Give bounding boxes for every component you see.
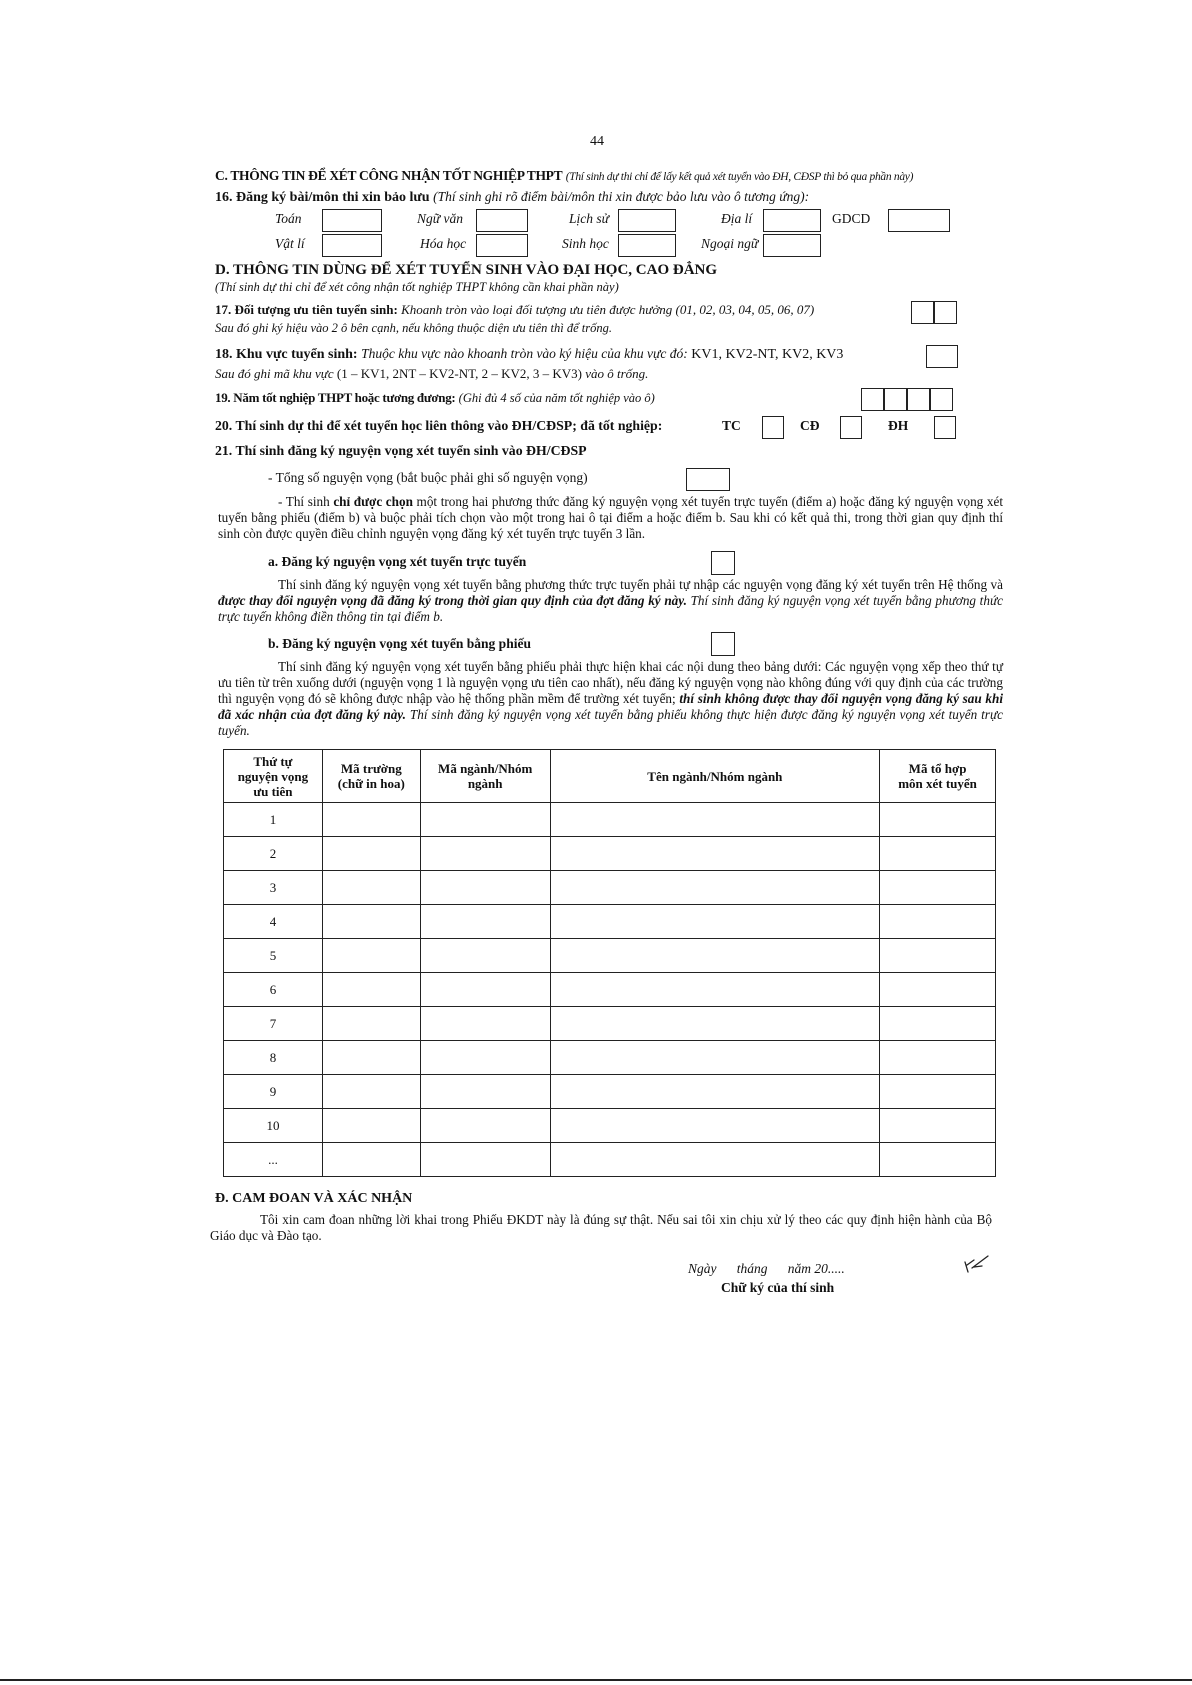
subject-label-toan: Toán	[275, 211, 302, 226]
school-code-cell[interactable]	[322, 1109, 420, 1143]
major-code-cell[interactable]	[420, 1007, 550, 1041]
item-18-note: Thuộc khu vực nào khoanh tròn vào ký hiệu của khu vực đó:	[361, 346, 688, 361]
option-b-paragraph	[218, 659, 1003, 739]
col-school-line2: (chữ in hoa)	[337, 776, 405, 791]
table-row	[224, 973, 996, 1007]
table-row	[224, 905, 996, 939]
major-name-cell[interactable]	[550, 1109, 879, 1143]
row-order: 10	[224, 1109, 323, 1143]
major-code-cell[interactable]	[420, 803, 550, 837]
subject-label-hoa-hoc: Hóa học	[420, 236, 467, 251]
major-code-cell[interactable]	[420, 939, 550, 973]
option-a-label: a. Đăng ký nguyện vọng xét tuyển trực tuyến	[268, 554, 527, 569]
major-name-cell[interactable]	[550, 939, 879, 973]
col-school-header	[322, 750, 420, 803]
option-a-paragraph	[218, 577, 1003, 625]
school-code-cell[interactable]	[322, 837, 420, 871]
col-major-header	[420, 750, 550, 803]
combo-code-cell[interactable]	[880, 803, 996, 837]
major-code-cell[interactable]	[420, 1143, 550, 1177]
combo-code-cell[interactable]	[880, 939, 996, 973]
combo-code-cell[interactable]	[880, 837, 996, 871]
item-18-note2	[215, 366, 648, 382]
option-cd-checkbox[interactable]	[840, 416, 862, 439]
col-major-line1: Mã ngành/Nhóm	[438, 761, 533, 776]
school-code-cell[interactable]	[322, 1041, 420, 1075]
major-code-cell[interactable]	[420, 871, 550, 905]
col-name-header: Tên ngành/Nhóm ngành	[550, 750, 879, 803]
school-code-cell[interactable]	[322, 973, 420, 1007]
rule-bold: chỉ được chọn	[333, 494, 413, 509]
row-order: 4	[224, 905, 323, 939]
major-code-cell[interactable]	[420, 837, 550, 871]
signature-label: Chữ ký của thí sinh	[721, 1280, 835, 1295]
item-18-note2a: Sau đó ghi mã khu vực	[215, 366, 334, 381]
school-code-cell[interactable]	[322, 871, 420, 905]
table-row	[224, 803, 996, 837]
major-name-cell[interactable]	[550, 1041, 879, 1075]
item-18-note2c: vào ô trống.	[585, 366, 649, 381]
major-code-cell[interactable]	[420, 973, 550, 1007]
col-school-line1: Mã trường	[340, 761, 402, 776]
option-tc-label: TC	[722, 418, 741, 433]
school-code-cell[interactable]	[322, 1075, 420, 1109]
combo-code-cell[interactable]	[880, 1007, 996, 1041]
item-17-note2: Sau đó ghi ký hiệu vào 2 ô bên cạnh, nếu không thuộc diện ưu tiên thì để trống.	[215, 321, 613, 335]
signature-mark-icon	[962, 1252, 992, 1276]
total-wishes-label: - Tổng số nguyện vọng (bắt buộc phải ghi số nguyện vọng)	[268, 470, 588, 485]
subject-box-ngoai-ngu[interactable]	[763, 234, 821, 257]
row-order: 2	[224, 837, 323, 871]
combo-code-cell[interactable]	[880, 1143, 996, 1177]
col-order-line2: nguyện vọng	[237, 768, 309, 784]
wish-table	[223, 749, 996, 1177]
table-row	[224, 1041, 996, 1075]
table-row	[224, 871, 996, 905]
grad-year-digit-4[interactable]	[930, 388, 953, 411]
item-16-note: (Thí sinh ghi rõ điểm bài/môn thi xin được bảo lưu vào ô tương ứng):	[433, 189, 810, 204]
row-order: 3	[224, 871, 323, 905]
item-18-note2b: (1 – KV1, 2NT – KV2-NT, 2 – KV2, 3 – KV3)	[336, 366, 582, 381]
school-code-cell[interactable]	[322, 1007, 420, 1041]
subject-box-hoa-hoc[interactable]	[476, 234, 528, 257]
subject-label-lich-su: Lịch sử	[569, 211, 609, 226]
option-dh-checkbox[interactable]	[934, 416, 956, 439]
table-row	[224, 837, 996, 871]
col-major-line2: ngành	[467, 776, 503, 791]
option-b-text-bold: thí sinh không được thay đổi nguyện vọng đăng ký sau khi đã xác nhận của đợt đăng ký này.	[218, 691, 1003, 722]
item-20-label: 20. Thí sinh dự thi để xét tuyển học liên thông vào ĐH/CĐSP; đã tốt nghiệp:	[215, 418, 663, 433]
signature-date: Ngày tháng năm 20.....	[688, 1261, 845, 1276]
table-row	[224, 939, 996, 973]
item-19-note: (Ghi đủ 4 số của năm tốt nghiệp vào ô)	[458, 391, 655, 405]
item-17	[215, 302, 814, 318]
combo-code-cell[interactable]	[880, 1041, 996, 1075]
priority-box-2[interactable]	[934, 301, 957, 324]
combo-code-cell[interactable]	[880, 1109, 996, 1143]
item-19-label: 19. Năm tốt nghiệp THPT hoặc tương đương:	[215, 390, 456, 405]
row-order: ...	[224, 1143, 323, 1177]
option-a-text-1: Thí sinh đăng ký nguyện vọng xét tuyển bằng phương thức trực tuyến phải tự nhập các nguyện vọng đăng ký xét tuyển trên Hệ thống và	[278, 577, 1003, 592]
major-name-cell[interactable]	[550, 837, 879, 871]
subject-label-gdcd: GDCD	[832, 211, 871, 226]
school-code-cell[interactable]	[322, 803, 420, 837]
subject-box-ngu-van[interactable]	[476, 209, 528, 232]
col-combo-line2: môn xét tuyển	[898, 776, 977, 791]
combo-code-cell[interactable]	[880, 1075, 996, 1109]
table-row	[224, 1007, 996, 1041]
major-code-cell[interactable]	[420, 1075, 550, 1109]
subject-label-ngu-van: Ngữ văn	[417, 211, 463, 226]
school-code-cell[interactable]	[322, 939, 420, 973]
combo-code-cell[interactable]	[880, 973, 996, 1007]
major-code-cell[interactable]	[420, 1109, 550, 1143]
item-19	[215, 390, 655, 406]
row-order: 6	[224, 973, 323, 1007]
row-order: 8	[224, 1041, 323, 1075]
wish-table-header	[224, 750, 996, 803]
subject-box-toan[interactable]	[322, 209, 382, 232]
subject-label-vat-li: Vật lí	[275, 236, 305, 251]
section-dd-title: Đ. CAM ĐOAN VÀ XÁC NHẬN	[215, 1191, 413, 1206]
option-b-label: b. Đăng ký nguyện vọng xét tuyển bằng phiếu	[268, 636, 531, 651]
major-code-cell[interactable]	[420, 1041, 550, 1075]
priority-box-1[interactable]	[911, 301, 934, 324]
subject-box-sinh-hoc[interactable]	[618, 234, 676, 257]
major-name-cell[interactable]	[550, 1007, 879, 1041]
option-a-checkbox[interactable]	[711, 551, 735, 575]
row-order: 7	[224, 1007, 323, 1041]
grad-year-digit-3[interactable]	[907, 388, 930, 411]
method-rule-paragraph	[218, 494, 1003, 542]
region-box[interactable]	[926, 345, 958, 368]
section-dd-text	[210, 1212, 992, 1244]
col-order-header	[224, 750, 323, 803]
item-18-label: 18. Khu vực tuyển sinh:	[215, 347, 358, 362]
subject-label-ngoai-ngu: Ngoại ngữ	[701, 236, 759, 251]
item-16-label: 16. Đăng ký bài/môn thi xin bảo lưu	[215, 190, 430, 205]
major-name-cell[interactable]	[550, 871, 879, 905]
section-d-title: D. THÔNG TIN DÙNG ĐỂ XÉT TUYỂN SINH VÀO ĐẠI HỌC, CAO ĐẲNG	[215, 262, 718, 278]
rule-post: một trong hai phương thức đăng ký nguyện vọng xét tuyển trực tuyến (điểm a) hoặc đăng ký nguyện vọng xét tuyển bằng phiếu (điểm b) và buộc phải tích chọn vào một trong hai ô tại điểm a hoặc điểm b. Sau khi có kết quả thi, trong thời gian quy định thí sinh còn được quyền điều chỉnh nguyện vọng đăng ký xét tuyển trực tuyến 3 lần.	[218, 494, 1004, 541]
option-dh-label: ĐH	[888, 418, 909, 433]
subject-box-gdcd[interactable]	[888, 209, 950, 232]
section-c-heading	[215, 168, 913, 184]
item-18	[215, 346, 843, 363]
page-bottom-edge	[0, 1679, 1192, 1681]
col-order-line1: Thứ tự	[253, 753, 293, 769]
total-wishes-box[interactable]	[686, 468, 730, 491]
table-row	[224, 1075, 996, 1109]
row-order: 1	[224, 803, 323, 837]
major-name-cell[interactable]	[550, 905, 879, 939]
subject-label-sinh-hoc: Sinh học	[562, 236, 609, 251]
col-combo-line1: Mã tổ hợp	[908, 761, 967, 776]
major-name-cell[interactable]	[550, 803, 879, 837]
subject-box-dia-li[interactable]	[763, 209, 821, 232]
row-order: 9	[224, 1075, 323, 1109]
item-17-note: Khoanh tròn vào loại đối tượng ưu tiên được hưởng (01, 02, 03, 04, 05, 06, 07)	[401, 302, 815, 317]
option-cd-label: CĐ	[800, 418, 820, 433]
grad-year-digit-2[interactable]	[884, 388, 907, 411]
section-c-note: (Thí sinh dự thi chỉ để lấy kết quả xét tuyển vào ĐH, CĐSP thì bỏ qua phần này)	[565, 171, 914, 183]
option-tc-checkbox[interactable]	[762, 416, 784, 439]
subject-box-vat-li[interactable]	[322, 234, 382, 257]
row-order: 5	[224, 939, 323, 973]
school-code-cell[interactable]	[322, 905, 420, 939]
col-combo-header	[880, 750, 996, 803]
major-code-cell[interactable]	[420, 905, 550, 939]
option-b-text-1: Thí sinh đăng ký nguyện vọng xét tuyển bằng phiếu phải thực hiện khai các nội dung theo bảng dưới: Các nguyện vọng xếp theo thứ tự ưu tiên từ trên xuống dưới (nguyện vọng 1 là nguyện vọng ưu tiên cao nhất), nếu đăng ký nguyện vọng nào không đúng với quy định của các trường thì nguyện vọng đó sẽ không được nhập vào hệ thống phần mềm để trường xét tuyển;	[218, 659, 1003, 706]
option-b-text-2: Thí sinh đăng ký nguyện vọng xét tuyển bằng phiếu không thực hiện được đăng ký nguyện vọng xét tuyển trực tuyến.	[218, 707, 1003, 738]
option-a-text-bold: được thay đổi nguyện vọng đã đăng ký trong thời gian quy định của đợt đăng ký này.	[218, 593, 687, 608]
major-name-cell[interactable]	[550, 1143, 879, 1177]
option-a-text-2: Thí sinh đăng ký nguyện vọng xét tuyển bằng phương thức trực tuyến không điền thông tin tại điểm b.	[218, 593, 1003, 624]
item-18-codes: KV1, KV2-NT, KV2, KV3	[691, 347, 844, 362]
item-17-label: 17. Đối tượng ưu tiên tuyển sinh:	[215, 302, 398, 317]
subject-box-lich-su[interactable]	[618, 209, 676, 232]
section-dd-text-body: Tôi xin cam đoan những lời khai trong Phiếu ĐKDT này là đúng sự thật. Nếu sai tôi xin chịu xử lý theo các quy định hiện hành của Bộ Giáo dục và Đào tạo.	[210, 1212, 992, 1243]
rule-pre: - Thí sinh	[278, 494, 334, 509]
item-21-label: 21. Thí sinh đăng ký nguyện vọng xét tuyển sinh vào ĐH/CĐSP	[215, 443, 587, 458]
school-code-cell[interactable]	[322, 1143, 420, 1177]
combo-code-cell[interactable]	[880, 905, 996, 939]
item-16	[215, 189, 809, 206]
table-row	[224, 1143, 996, 1177]
major-name-cell[interactable]	[550, 1075, 879, 1109]
section-c-title: C. THÔNG TIN ĐỂ XÉT CÔNG NHẬN TỐT NGHIỆP THPT	[215, 168, 563, 183]
major-name-cell[interactable]	[550, 973, 879, 1007]
col-order-line3: ưu tiên	[253, 783, 293, 799]
table-row	[224, 1109, 996, 1143]
combo-code-cell[interactable]	[880, 871, 996, 905]
option-b-checkbox[interactable]	[711, 632, 735, 656]
subject-label-dia-li: Địa lí	[721, 211, 753, 226]
grad-year-digit-1[interactable]	[861, 388, 884, 411]
page-number: 44	[590, 134, 604, 149]
section-d-note: (Thí sinh dự thi chỉ để xét công nhận tốt nghiệp THPT không cần khai phần này)	[215, 280, 619, 294]
